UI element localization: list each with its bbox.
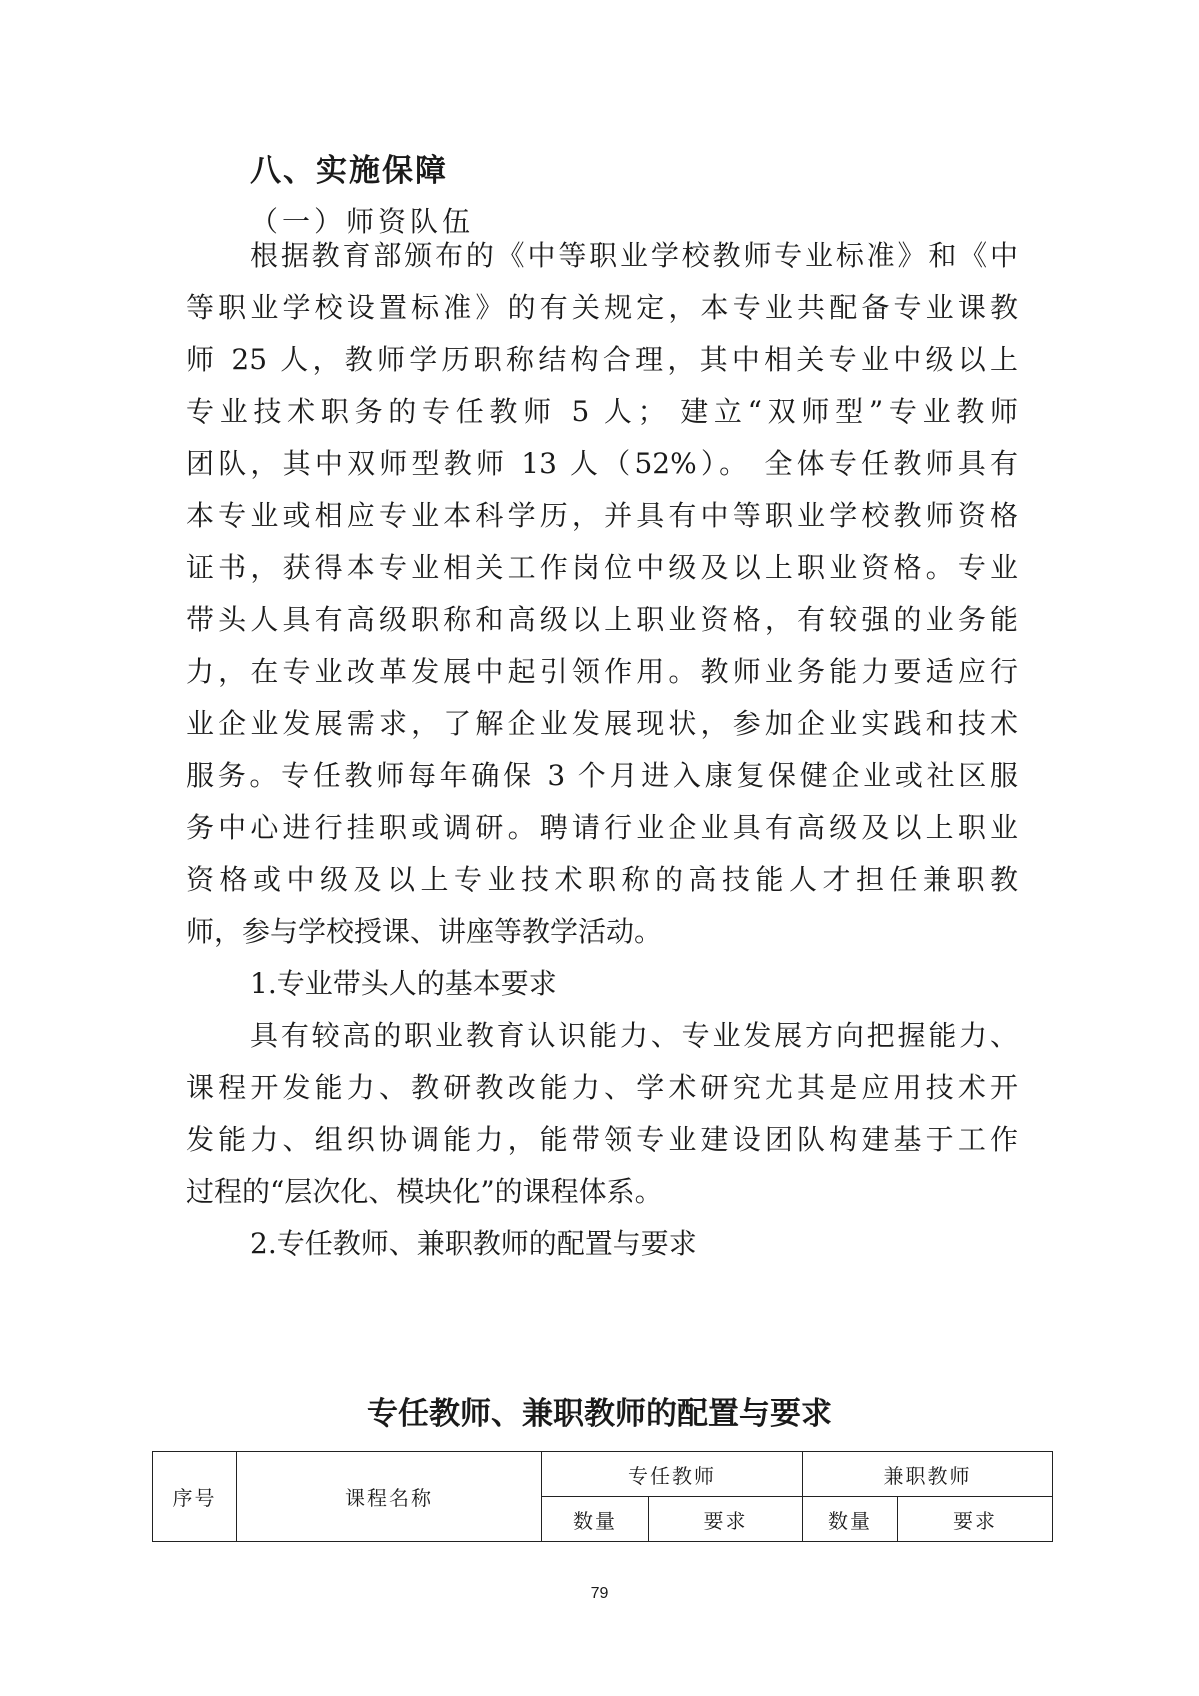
paragraph-line: 师，参与学校授课、讲座等教学活动。 [186,915,663,948]
paragraph-line: 证书，获得本专业相关工作岗位中级及以上职业资格。专业 [186,551,1018,584]
paragraph-line: 务中心进行挂职或调研。聘请行业企业具有高级及以上职业 [186,811,1018,844]
header-parttime-requirement: 要求 [898,1497,1053,1542]
table-title: 专任教师、兼职教师的配置与要求 [367,1396,832,1432]
paragraph-line: 团队，其中双师型教师 13 人（52%）。 全体专任教师具有 [186,447,1018,480]
paragraph-line: 专业技术职务的专任教师 5 人； 建立“双师型”专业教师 [186,395,1018,428]
paragraph-line: 资格或中级及以上专业技术职称的高技能人才担任兼职教 [186,863,1018,896]
section-heading: 八、实施保障 [250,153,448,189]
paragraph-line: 发能力、组织协调能力，能带领专业建设团队构建基于工作 [186,1123,1018,1156]
paragraph-line: 等职业学校设置标准》的有关规定，本专业共配备专业课教 [186,291,1018,324]
paragraph-line: 师 25 人，教师学历职称结构合理，其中相关专业中级以上 [186,343,1018,376]
subsection-heading: （一）师资队伍 [250,205,475,238]
teacher-requirements-table [152,1451,1053,1542]
item-heading-1: 1.专业带头人的基本要求 [250,967,557,1000]
paragraph-line: 带头人具有高级职称和高级以上职业资格，有较强的业务能 [186,603,1018,636]
paragraph-line: 根据教育部颁布的《中等职业学校教师专业标准》和《中 [250,239,1018,272]
header-fulltime-quantity: 数量 [542,1497,649,1542]
item-heading-2: 2.专任教师、兼职教师的配置与要求 [250,1227,697,1260]
paragraph-line: 业企业发展需求，了解企业发展现状，参加企业实践和技术 [186,707,1018,740]
paragraph-line: 具有较高的职业教育认识能力、专业发展方向把握能力、 [250,1019,1018,1052]
table-header-row [153,1452,1053,1497]
header-fulltime-teachers: 专任教师 [542,1452,803,1497]
page-number: 79 [590,1585,609,1602]
header-parttime-quantity: 数量 [803,1497,898,1542]
paragraph-line: 课程开发能力、教研教改能力、学术研究尤其是应用技术开 [186,1071,1018,1104]
paragraph-line: 本专业或相应专业本科学历，并具有中等职业学校教师资格 [186,499,1018,532]
header-index: 序号 [153,1452,237,1542]
paragraph-line: 服务。专任教师每年确保 3 个月进入康复保健企业或社区服 [186,759,1018,792]
header-course-name: 课程名称 [237,1452,542,1542]
paragraph-line: 力，在专业改革发展中起引领作用。教师业务能力要适应行 [186,655,1018,688]
header-fulltime-requirement: 要求 [649,1497,803,1542]
header-parttime-teachers: 兼职教师 [803,1452,1053,1497]
paragraph-line: 过程的“层次化、模块化”的课程体系。 [186,1175,663,1208]
